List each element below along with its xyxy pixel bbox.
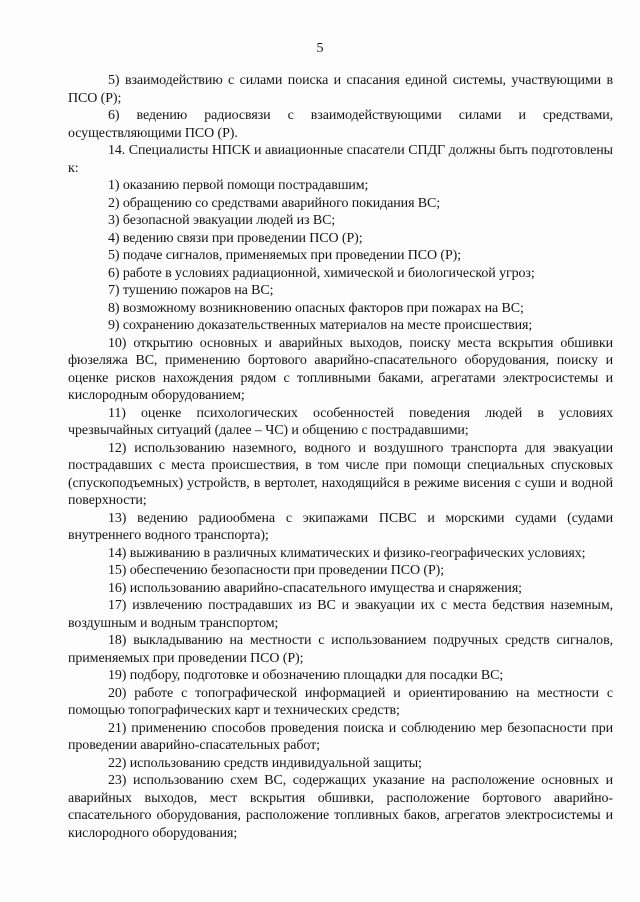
paragraph-item: 4) ведению связи при проведении ПСО (Р);	[108, 230, 363, 246]
section-heading-paragraph: 14. Специалисты НПСК и авиационные спасатели СПДГ должны быть подготовлены к:	[68, 143, 613, 176]
paragraph-item: 13) ведению радиообмена с экипажами ПСВС и морскими судами (судами внутреннего водного транспорта);	[68, 510, 613, 543]
paragraph-item: 12) использованию наземного, водного и воздушного транспорта для эвакуации пострадавших с места происшествия, в том числе при помощи специальных спусковых (спускоподъемных) устройств, в вертолет, находящийся в режиме висения с суши и водной поверхности;	[68, 440, 613, 508]
paragraph-item: 22) использованию средств индивидуальной защиты;	[108, 755, 422, 771]
paragraph-item: 9) сохранению доказательственных материалов на месте происшествия;	[108, 318, 533, 333]
paragraph-item: 16) использованию аварийно-спасательного имущества и снаряжения;	[108, 580, 522, 596]
paragraph-item: 5) подаче сигналов, применяемых при проведении ПСО (Р);	[108, 248, 462, 263]
paragraph-item: 1) оказанию первой помощи пострадавшим;	[108, 178, 369, 193]
paragraph-item: 21) применению способов проведения поиска и соблюдению мер безопасности при проведении аварийно-спасательных работ;	[68, 720, 613, 753]
paragraph-item: 5) взаимодействию с силами поиска и спасания единой системы, участвующими в ПСО (Р);	[68, 73, 613, 106]
paragraph-item: 15) обеспечению безопасности при проведении ПСО (Р);	[108, 563, 444, 578]
page-number: 5	[316, 41, 324, 56]
paragraph-item: 14) выживанию в различных климатических и физико-географических условиях;	[108, 545, 586, 561]
paragraph-item: 7) тушению пожаров на ВС;	[108, 283, 274, 298]
paragraph-item: 6) работе в условиях радиационной, химической и биологической угроз;	[108, 265, 535, 281]
paragraph-item: 20) работе с топографической информацией и ориентированию на местности с помощью топографических карт и технических средств;	[68, 685, 613, 718]
paragraph-item: 23) использованию схем ВС, содержащих указание на расположение основных и аварийных выходов, мест вскрытия обшивки, расположение бортового аварийно-спасательного оборудования, расположение топливных баков, агрегатов электросистемы и кислородного оборудования;	[68, 773, 613, 841]
paragraph-item: 8) возможному возникновению опасных факторов при пожарах на ВС;	[108, 300, 524, 316]
paragraph-item: 6) ведению радиосвязи с взаимодействующими силами и средствами, осуществляющими ПСО (Р).	[68, 108, 613, 141]
paragraph-item: 11) оценке психологических особенностей поведения людей в условиях чрезвычайных ситуаций (далее – ЧС) и общению с пострадавшими;	[68, 405, 613, 438]
paragraph-item: 3) безопасной эвакуации людей из ВС;	[108, 213, 336, 228]
paragraph-item: 18) выкладыванию на местности с использованием подручных средств сигналов, применяемых при проведении ПСО (Р);	[68, 633, 613, 666]
paragraph-item: 10) открытию основных и аварийных выходов, поиску места вскрытия обшивки фюзеляжа ВС, применению бортового аварийно-спасательного оборудования, поиску и оценке рисков нахождения рядом с топливными баками, агрегатами электросистемы и кислородным оборудованием;	[68, 335, 613, 403]
document-body	[68, 72, 613, 842]
paragraph-item: 17) извлечению пострадавших из ВС и эвакуации их с места бедствия наземным, воздушным и водным транспортом;	[68, 598, 613, 631]
paragraph-item: 2) обращению со средствами аварийного покидания ВС;	[108, 195, 441, 211]
paragraph-item: 19) подбору, подготовке и обозначению площадки для посадки ВС;	[108, 668, 504, 683]
